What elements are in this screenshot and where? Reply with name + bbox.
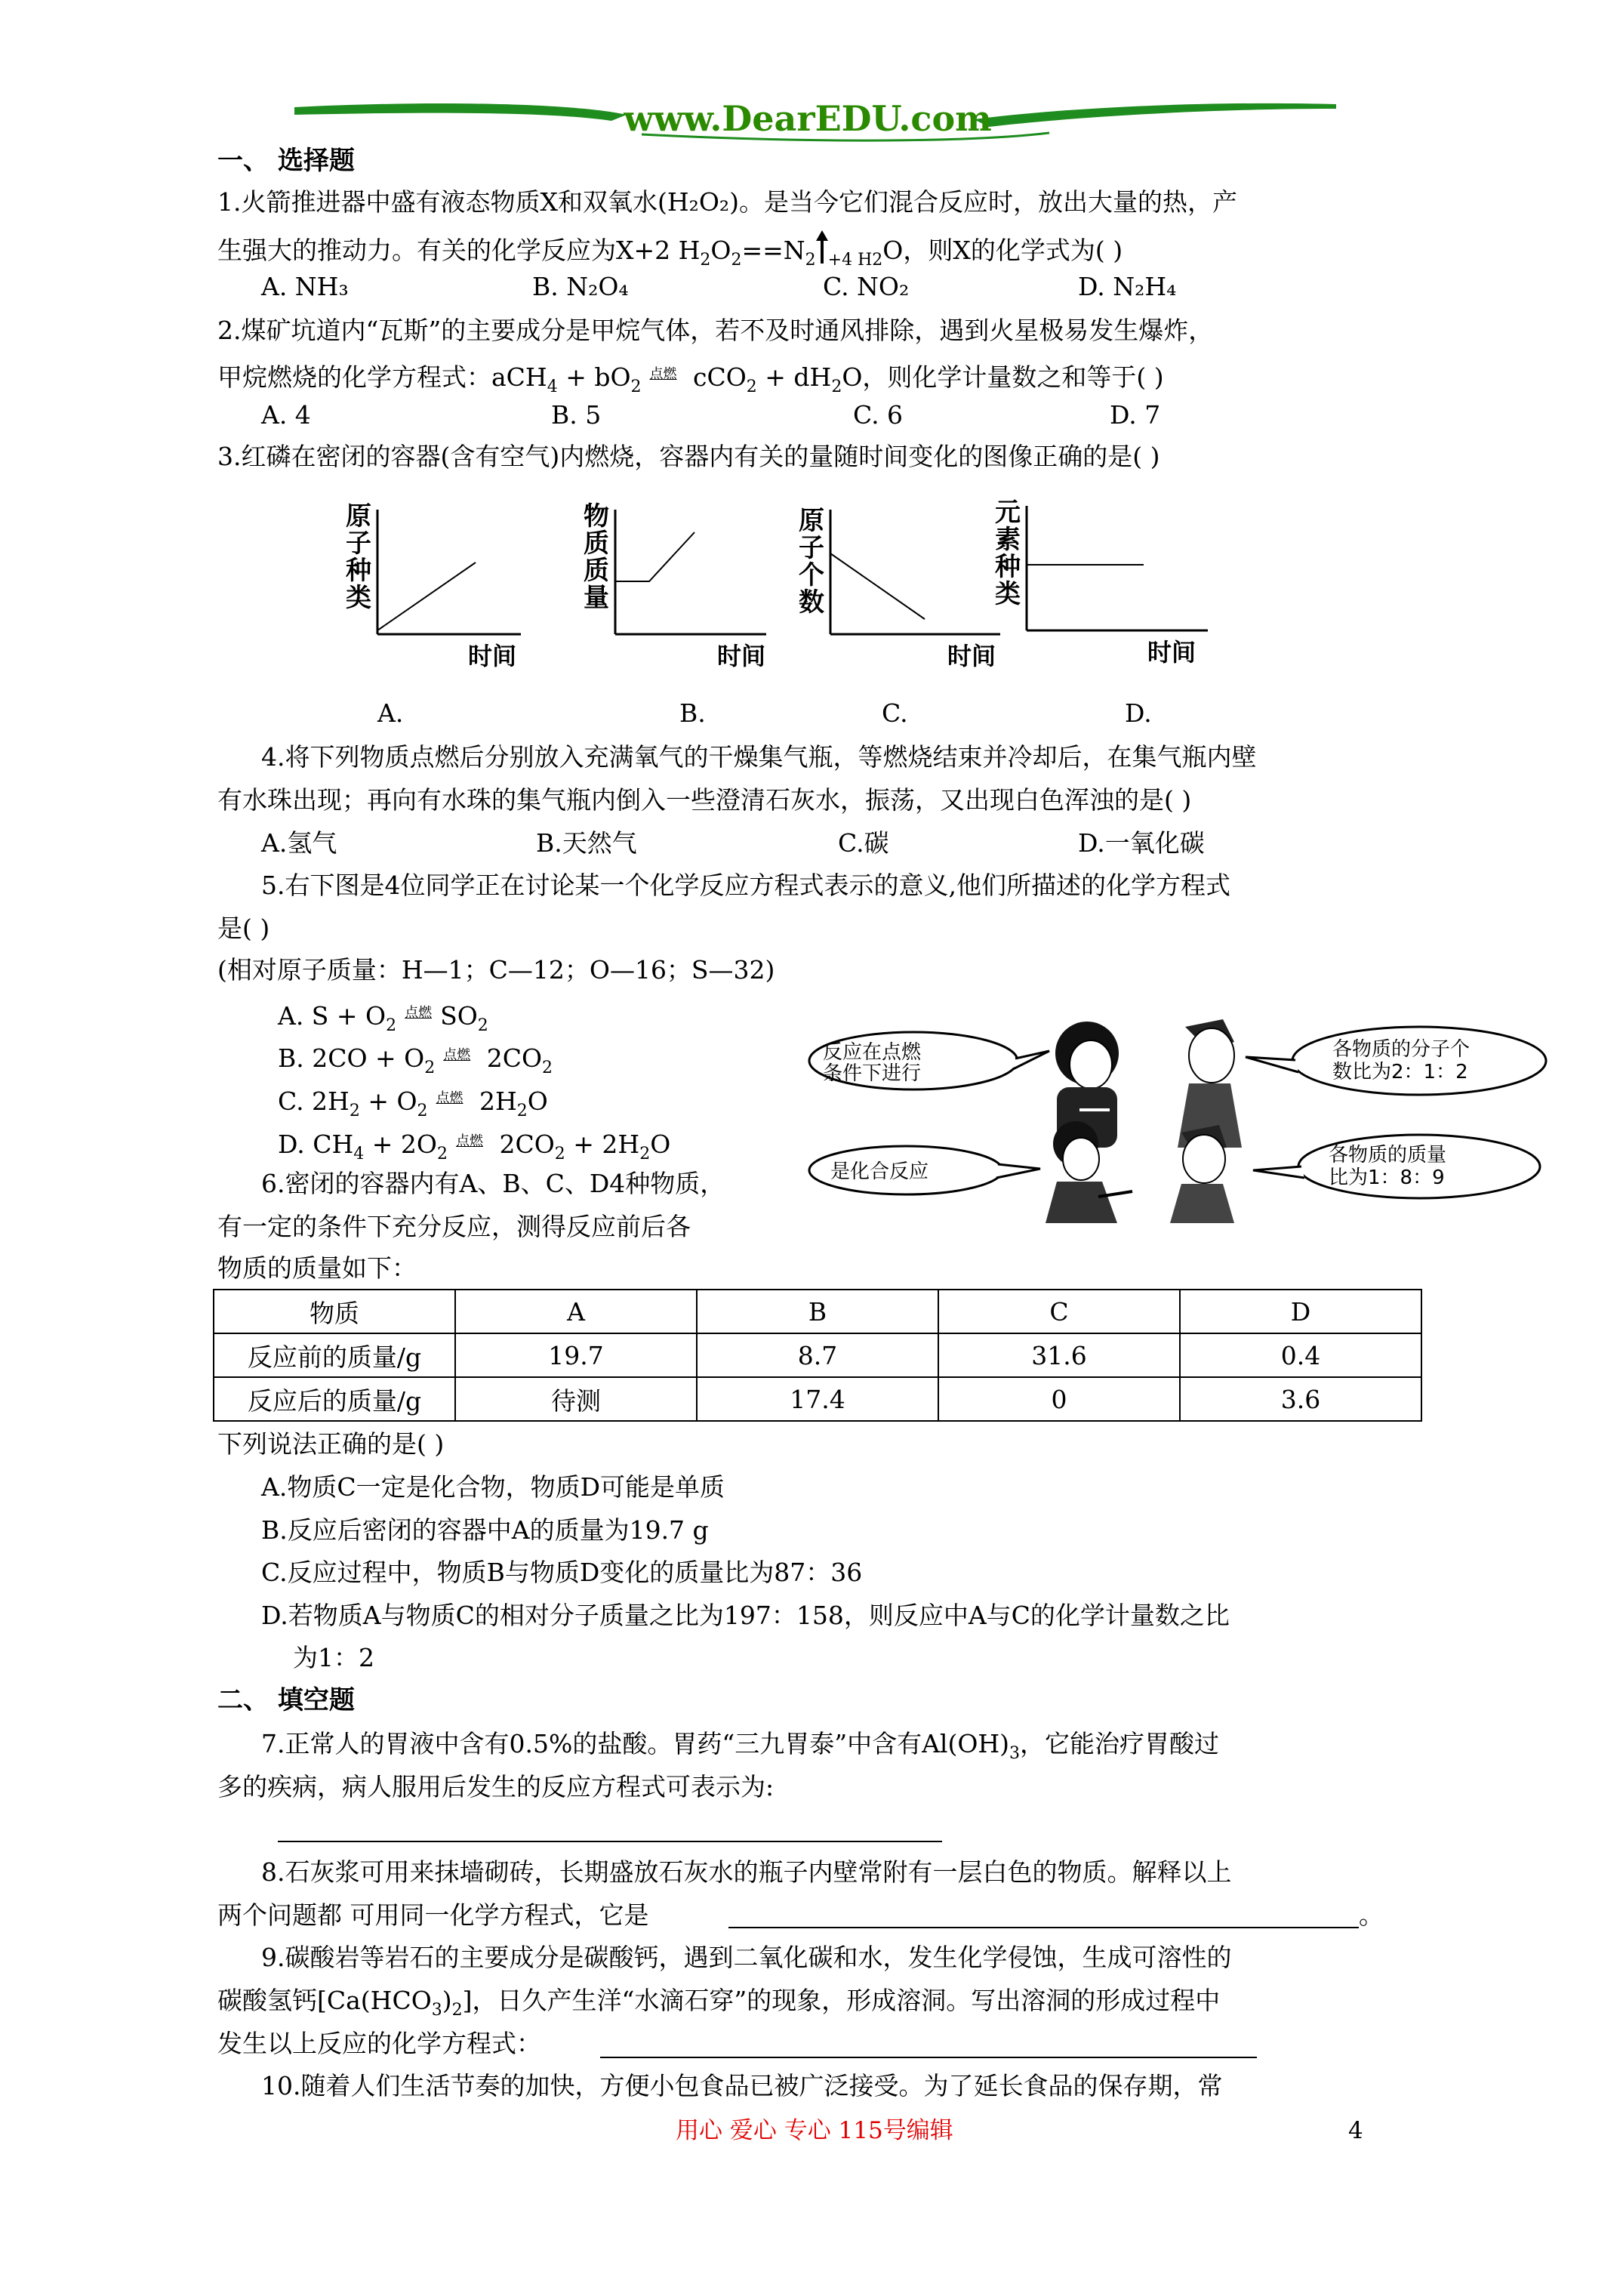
- table-cell: 物质: [214, 1290, 455, 1333]
- svg-text:种: 种: [995, 552, 1021, 582]
- q2-line2: 甲烷燃烧的化学方程式：$aCH_4 + bO_2$点燃 $cCO_2 + dH_2O$，则化学计量数之和等于( ): [217, 359, 1164, 402]
- table-header-row: [214, 1290, 1421, 1333]
- condition-ignite: 点燃: [649, 366, 677, 382]
- svg-text:质: 质: [584, 556, 609, 586]
- q1-option-a: A. NH₃: [261, 272, 349, 301]
- q6-option-d-cont: 为1：2: [293, 1643, 374, 1672]
- svg-text:子: 子: [799, 533, 824, 563]
- svg-text:是化合反应: 是化合反应: [830, 1160, 929, 1183]
- table-cell: 19.7: [455, 1333, 697, 1377]
- svg-text:时间: 时间: [1147, 638, 1196, 667]
- q5-line2: 是( ): [217, 914, 270, 943]
- graph-ylabel: 原: [346, 501, 371, 532]
- q4-line1: 4.将下列物质点燃后分别放入充满氧气的干燥集气瓶，等燃烧结束并冷却后，在集气瓶内壁: [261, 742, 1257, 772]
- section-title-fill: 二、 填空题: [217, 1685, 355, 1715]
- footer-text: 用心 爱心 专心 115号编辑: [676, 2117, 953, 2144]
- q7-line1: 7.正常人的胃液中含有0.5%的盐酸。胃药“三九胃泰”中含有$Al(OH)_3$，它能治疗胃酸过: [261, 1729, 1220, 1763]
- q8-answer-blank[interactable]: [728, 1927, 1359, 1928]
- q9-answer-blank[interactable]: [600, 2057, 1257, 2058]
- svg-text:条件下进行: 条件下进行: [823, 1062, 922, 1085]
- q3-graph-a: [340, 495, 528, 668]
- svg-text:各物质的分子个: 各物质的分子个: [1332, 1038, 1471, 1061]
- table-cell: 3.6: [1180, 1377, 1421, 1421]
- q5-option-a: A. $S + O_2$点燃 $SO_2$: [278, 1001, 488, 1035]
- speech-bubble-4: [1253, 1135, 1540, 1198]
- q6-line2: 有一定的条件下充分反应，测得反应前后各: [217, 1212, 691, 1241]
- q6-option-a: A.物质C一定是化合物，物质D可能是单质: [261, 1472, 725, 1502]
- site-url: www.DearEDU.com: [624, 98, 992, 139]
- q4-line2: 有水珠出现；再向有水珠的集气瓶内倒入一些澄清石灰水，振荡，又出现白色浑浊的是( ): [217, 785, 1192, 815]
- q6-line1: 6.密闭的容器内有A、B、C、D4种物质，: [261, 1169, 725, 1198]
- q6-prompt: 下列说法正确的是( ): [217, 1429, 445, 1459]
- svg-text:数: 数: [799, 587, 824, 618]
- speech-bubble-1: [809, 1032, 1049, 1089]
- q5-option-d: D. $CH_4 + 2O_2$点燃 $2CO_2 + 2H_2O$: [278, 1130, 671, 1163]
- graph-xlabel: 时间: [468, 642, 517, 668]
- q8-line1: 8.石灰浆可用来抹墙砌砖，长期盛放石灰水的瓶子内壁常附有一层白色的物质。解释以上: [261, 1857, 1232, 1887]
- q3-graph-d: [989, 491, 1215, 668]
- svg-text:数比为2：1：2: 数比为2：1：2: [1332, 1061, 1468, 1083]
- section-title-choice: 一、 选择题: [217, 146, 355, 176]
- q2-option-b: B. 5: [551, 400, 602, 430]
- svg-text:量: 量: [584, 583, 609, 613]
- q1-option-c: C. NO₂: [823, 272, 910, 301]
- q5-option-b: B. $2CO + O_2$点燃 $2CO_2$: [278, 1043, 553, 1077]
- svg-text:时间: 时间: [947, 642, 996, 668]
- up-arrow-icon: [816, 230, 828, 270]
- q2-option-d: D. 7: [1110, 400, 1161, 430]
- q10-line1: 10.随着人们生活节奏的加快，方便小包食品已被广泛接受。为了延长食品的保存期，常: [261, 2071, 1223, 2100]
- q6-line3: 物质的质量如下：: [217, 1253, 417, 1283]
- q6-option-b: B.反应后密闭的容器中A的质量为19.7 g: [261, 1515, 709, 1545]
- table-cell: 反应后的质量/g: [214, 1377, 455, 1421]
- svg-text:反应在点燃: 反应在点燃: [823, 1041, 922, 1064]
- q4-option-a: A.氢气: [261, 828, 337, 858]
- svg-text:元: 元: [995, 498, 1021, 528]
- speech-bubble-2: [1246, 1027, 1546, 1095]
- table-cell: 17.4: [697, 1377, 938, 1421]
- svg-text:物: 物: [584, 501, 609, 532]
- table-cell: 8.7: [697, 1333, 938, 1377]
- q1-line2: 生强大的推动力。有关的化学反应为X+2 $H_2O_2==N_2$ $_{+4 H2}$O，则X的化学式为( ): [217, 230, 1123, 276]
- q3-text: 3.红磷在密闭的容器(含有空气)内燃烧，容器内有关的量随时间变化的图像正确的是( ): [217, 442, 1160, 471]
- q5-discussion-illustration: [800, 997, 1555, 1223]
- q1-option-b: B. N₂O₄: [532, 272, 629, 301]
- svg-text:原: 原: [799, 506, 824, 536]
- q7-line2: 多的疾病，病人服用后发生的反应方程式可表示为:: [217, 1772, 775, 1801]
- graph-line: [615, 532, 694, 581]
- q6-option-c: C.反应过程中，物质B与物质D变化的质量比为87：36: [261, 1558, 863, 1587]
- q9-line2: 碳酸氢钙$[Ca(HCO_3)_2]$，日久产生洋“水滴石穿”的现象，形成溶洞。写出溶洞的形成过程中: [217, 1986, 1221, 2020]
- graph-line: [830, 553, 925, 619]
- student-icon-3: [1046, 1121, 1132, 1223]
- svg-text:各物质的质量: 各物质的质量: [1329, 1144, 1447, 1166]
- svg-text:子: 子: [346, 529, 371, 559]
- q8-line2a: 两个问题都 可用同一化学方程式，它是: [217, 1900, 649, 1930]
- svg-text:素: 素: [995, 525, 1021, 555]
- table-cell: A: [455, 1290, 697, 1333]
- table-cell: 反应前的质量/g: [214, 1333, 455, 1377]
- site-banner: [294, 98, 1336, 151]
- q9-line3: 发生以上反应的化学方程式：: [217, 2029, 541, 2058]
- speech-bubble-3: [809, 1146, 1040, 1194]
- table-cell: D: [1180, 1290, 1421, 1333]
- q6-mass-table: [213, 1289, 1422, 1422]
- q3-graph-b: [577, 495, 774, 668]
- svg-text:类: 类: [346, 583, 371, 613]
- q5-option-c: C. $2H_2 + O_2$点燃 $2H_2O$: [278, 1086, 548, 1120]
- q7-answer-blank[interactable]: [278, 1841, 942, 1842]
- svg-text:时间: 时间: [717, 642, 766, 668]
- page-number: 4: [1348, 2117, 1363, 2144]
- table-cell: 0.4: [1180, 1333, 1421, 1377]
- svg-text:种: 种: [346, 556, 371, 586]
- q5-atomic-masses: (相对原子质量：H—1；C—12；O—16；S—32): [217, 955, 775, 985]
- table-cell: B: [697, 1290, 938, 1333]
- q2-option-c: C. 6: [853, 400, 904, 430]
- table-cell: 31.6: [938, 1333, 1180, 1377]
- q3-option-a: A.: [377, 698, 404, 728]
- q4-option-b: B.天然气: [536, 828, 637, 858]
- q4-option-d: D.一氧化碳: [1078, 828, 1205, 858]
- table-row: [214, 1333, 1421, 1377]
- svg-text:质: 质: [584, 529, 609, 559]
- q3-option-b: B.: [679, 698, 706, 728]
- table-row: [214, 1377, 1421, 1421]
- q3-graph-c: [793, 495, 1012, 668]
- q1-line1: 1.火箭推进器中盛有液态物质X和双氧水(H₂O₂)。是当今它们混合反应时，放出大量的热，产: [217, 187, 1238, 217]
- q3-option-d: D.: [1125, 698, 1152, 728]
- q1-option-d: D. N₂H₄: [1078, 272, 1177, 301]
- q8-line2b: 。: [1359, 1900, 1384, 1930]
- q2-line1: 2.煤矿坑道内“瓦斯”的主要成分是甲烷气体，若不及时通风排除，遇到火星极易发生爆炸，: [217, 316, 1214, 345]
- q5-line1: 5.右下图是4位同学正在讨论某一个化学反应方程式表示的意义,他们所描述的化学方程式: [261, 871, 1230, 900]
- svg-text:比为1：8：9: 比为1：8：9: [1329, 1166, 1445, 1189]
- q3-option-c: C.: [882, 698, 908, 728]
- table-cell: 0: [938, 1377, 1180, 1421]
- q6-option-d: D.若物质A与物质C的相对分子质量之比为197：158，则反应中A与C的化学计量数之比: [261, 1601, 1230, 1630]
- graph-line: [377, 562, 476, 630]
- table-cell: 待测: [455, 1377, 697, 1421]
- q2-option-a: A. 4: [261, 400, 311, 430]
- table-cell: C: [938, 1290, 1180, 1333]
- q9-line1: 9.碳酸岩等岩石的主要成分是碳酸钙，遇到二氧化碳和水，发生化学侵蚀，生成可溶性的: [261, 1943, 1232, 1972]
- q4-option-c: C.碳: [838, 828, 889, 858]
- svg-text:类: 类: [995, 579, 1021, 609]
- svg-text:个: 个: [799, 560, 824, 590]
